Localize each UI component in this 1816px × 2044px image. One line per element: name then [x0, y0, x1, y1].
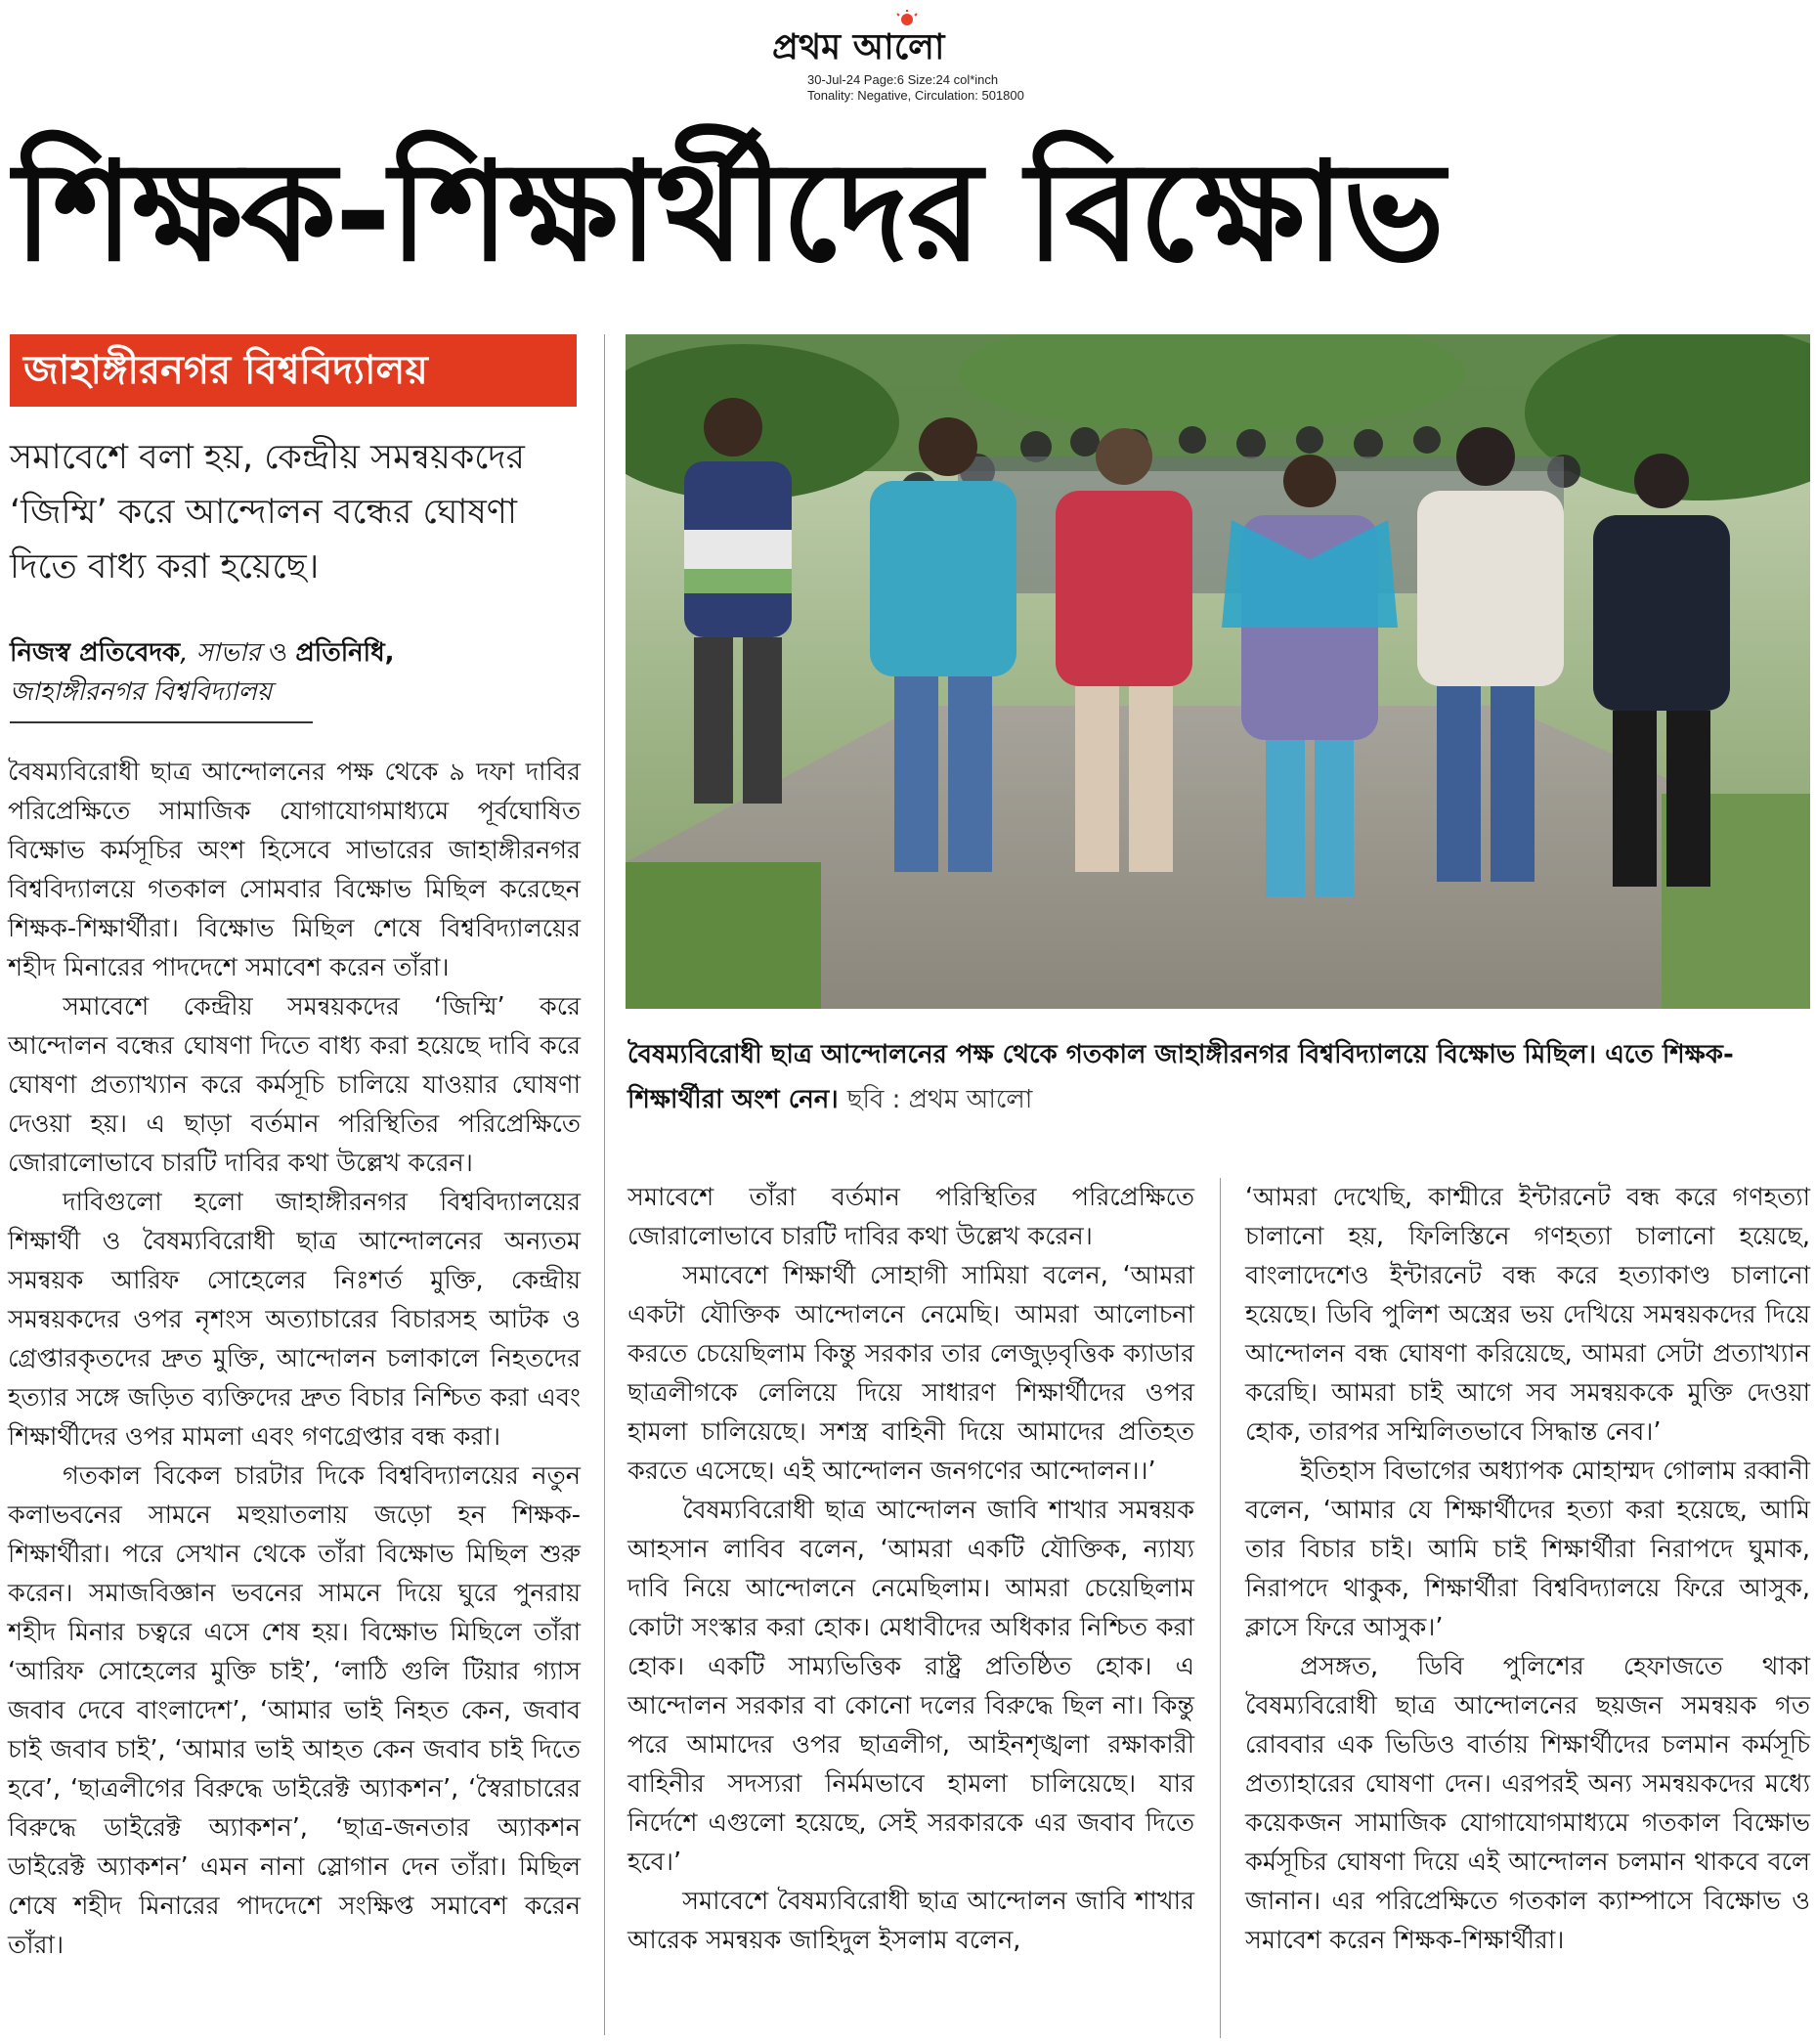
photo-credit: ছবি : প্রথম আলো: [846, 1085, 1033, 1114]
article-column-2: [627, 1178, 1194, 1960]
news-photo: [626, 334, 1810, 1009]
paragraph: সমাবেশে তাঁরা বর্তমান পরিস্থিতির পরিপ্রেক্ষিতে জোরালোভাবে চারটি দাবির কথা উল্লেখ করেন।: [627, 1183, 1194, 1251]
byline-location: , সাভার: [180, 638, 261, 668]
photo-caption: [627, 1032, 1810, 1122]
masthead-logo: [762, 10, 1056, 68]
headline: শিক্ষক-শিক্ষার্থীদের বিক্ষোভ: [14, 133, 1444, 292]
paragraph: বৈষম্যবিরোধী ছাত্র আন্দোলন জাবি শাখার সমন্বয়ক আহসান লাবিব বলেন, ‘আমরা একটি যৌক্তিক, ন্যায্য দাবি নিয়ে আন্দোলনে নেমেছিলাম। আমরা চেয়েছিলাম কোটা সংস্কার করা হোক। মেধাবীদের অধিকার নিশ্চিত করা হোক। একটি সাম্যভিত্তিক রাষ্ট্র প্রতিষ্ঠিত হোক। এ আন্দোলন সরকার বা কোনো দলের বিরুদ্ধে ছিল না। কিন্তু পরে আমাদের ওপর ছাত্রলীগ, আইনশৃঙ্খলা রক্ষাকারী বাহিনীর সদস্যরা নির্মমভাবে হামলা চালিয়েছে। যার নির্দেশে এগুলো হয়েছে, সেই সরকারকে এর জবাব দিতে হবে।’: [627, 1496, 1194, 1877]
kicker-label: জাহাঙ্গীরনগর বিশ্ববিদ্যালয়: [10, 334, 577, 407]
paragraph: সমাবেশে বৈষম্যবিরোধী ছাত্র আন্দোলন জাবি শাখার আরেক সমন্বয়ক জাহিদুল ইসলাম বলেন,: [627, 1887, 1194, 1955]
paragraph: ইতিহাস বিভাগের অধ্যাপক মোহাম্মদ গোলাম রব্বানী বলেন, ‘আমার যে শিক্ষার্থীদের হত্যা করা হয়েছে, আমি তার বিচার চাই। আমি চাই শিক্ষার্থীরা নিরাপদে ঘুমাক, নিরাপদে থাকুক, শিক্ষার্থীরা বিশ্ববিদ্যালয়ে ফিরে আসুক, ক্লাসে ফিরে আসুক।’: [1245, 1457, 1810, 1642]
byline-affiliation: জাহাঙ্গীরনগর বিশ্ববিদ্যালয়: [10, 677, 273, 707]
paragraph: দাবিগুলো হলো জাহাঙ্গীরনগর বিশ্ববিদ্যালয়ের শিক্ষার্থী ও বৈষম্যবিরোধী ছাত্র আন্দোলনের অন্যতম সমন্বয়ক আরিফ সোহেলের নিঃশর্ত মুক্তি, কেন্দ্রীয় সমন্বয়কদের ওপর নৃশংস অত্যাচারের বিচারসহ আটক ও গ্রেপ্তারকৃতদের দ্রুত মুক্তি, আন্দোলন চলাকালে নিহতদের হত্যার সঙ্গে জড়িত ব্যক্তিদের দ্রুত বিচার নিশ্চিত করা এবং শিক্ষার্থীদের ওপর মামলা এবং গণগ্রেপ্তার বন্ধ করা।: [8, 1188, 581, 1452]
clipping-meta: [807, 72, 1024, 104]
byline-correspondent: প্রতিনিধি,: [295, 638, 395, 668]
logo-sun-icon: [762, 10, 1056, 68]
paragraph: প্রসঙ্গত, ডিবি পুলিশের হেফাজতে থাকা বৈষম্যবিরোধী ছাত্র আন্দোলনের ছয়জন সমন্বয়ক গত রোববার এক ভিডিও বার্তায় শিক্ষার্থীদের চলমান কর্মসূচি প্রত্যাহারের ঘোষণা দেন। এরপরই অন্য সমন্বয়কদের মধ্যে কয়েকজন সামাজিক যোগাযোগমাধ্যমে গতকাল বিক্ষোভ কর্মসূচির ঘোষণা দিয়ে এই আন্দোলন চলমান থাকবে বলে জানান। এর পরিপ্রেক্ষিতে গতকাল ক্যাম্পাসে বিক্ষোভ ও সমাবেশ করেন শিক্ষক-শিক্ষার্থীরা।: [1245, 1652, 1810, 1955]
meta-line-2: Tonality: Negative, Circulation: 501800: [807, 88, 1024, 103]
article-column-1: [8, 753, 581, 1965]
deck: সমাবেশে বলা হয়, কেন্দ্রীয় সমন্বয়কদের ‘জিম্মি’ করে আন্দোলন বন্ধের ঘোষণা দিতে বাধ্য করা হয়েছে।: [10, 438, 525, 587]
logo-text: প্রথম আলো: [772, 27, 945, 67]
caption-text: বৈষম্যবিরোধী ছাত্র আন্দোলনের পক্ষ থেকে গতকাল জাহাঙ্গীরনগর বিশ্ববিদ্যালয়ে বিক্ষোভ মিছিল। এতে শিক্ষক-শিক্ষার্থীরা অংশ নেন।: [627, 1040, 1734, 1114]
byline-reporter: নিজস্ব প্রতিবেদক: [10, 638, 181, 668]
article-column-3: [1245, 1178, 1810, 1960]
byline: [10, 633, 577, 712]
meta-line-1: 30-Jul-24 Page:6 Size:24 col*inch: [807, 72, 999, 87]
paragraph: সমাবেশে কেন্দ্রীয় সমন্বয়কদের ‘জিম্মি’ করে আন্দোলন বন্ধের ঘোষণা দিতে বাধ্য করা হয়েছে দাবি করে ঘোষণা প্রত্যাখ্যান করে কর্মসূচি চালিয়ে যাওয়ার ঘোষণা দেওয়া হয়। এ ছাড়া বর্তমান পরিস্থিতির পরিপ্রেক্ষিতে জোরালোভাবে চারটি দাবির কথা উল্লেখ করেন।: [8, 992, 581, 1178]
column-divider: [1220, 1178, 1221, 2038]
column-divider: [604, 334, 605, 2035]
byline-conj: ও: [260, 638, 296, 668]
paragraph: ‘আমরা দেখেছি, কাশ্মীরে ইন্টারনেট বন্ধ করে গণহত্যা চালানো হয়, ফিলিস্তিনে গণহত্যা চালানো হয়েছে, বাংলাদেশেও ইন্টারনেট বন্ধ করে হত্যাকাণ্ড চালানো হয়েছে। ডিবি পুলিশ অস্ত্রের ভয় দেখিয়ে সমন্বয়কদের দিয়ে আন্দোলন বন্ধ ঘোষণা করিয়েছে, আমরা সেটা প্রত্যাখ্যান করেছি। আমরা চাই আগে সব সমন্বয়ককে মুক্তি দেওয়া হোক, তারপর সম্মিলিতভাবে সিদ্ধান্ত নেব।’: [1245, 1183, 1810, 1447]
paragraph: গতকাল বিকেল চারটার দিকে বিশ্ববিদ্যালয়ের নতুন কলাভবনের সামনে মহুয়াতলায় জড়ো হন শিক্ষক-শিক্ষার্থীরা। পরে সেখান থেকে তাঁরা বিক্ষোভ মিছিল শুরু করেন। সমাজবিজ্ঞান ভবনের সামনে দিয়ে ঘুরে পুনরায় শহীদ মিনার চত্বরে এসে শেষ হয়। বিক্ষোভ মিছিলে তাঁরা ‘আরিফ সোহেলের মুক্তি চাই’, ‘লাঠি গুলি টিয়ার গ্যাস জবাব দেবে বাংলাদেশ’, ‘আমার ভাই নিহত কেন, জবাব চাই জবাব চাই’, ‘আমার ভাই আহত কেন জবাব চাই দিতে হবে’, ‘ছাত্রলীগের বিরুদ্ধে ডাইরেক্ট অ্যাকশন’, ‘স্বৈরাচারের বিরুদ্ধে ডাইরেক্ট অ্যাকশন’, ‘ছাত্র-জনতার অ্যাকশন ডাইরেক্ট অ্যাকশন’ এমন নানা স্লোগান দেন তাঁরা। মিছিল শেষে শহীদ মিনারের পাদদেশে সংক্ষিপ্ত সমাবেশ করেন তাঁরা।: [8, 1461, 581, 1960]
paragraph: বৈষম্যবিরোধী ছাত্র আন্দোলনের পক্ষ থেকে ৯ দফা দাবির পরিপ্রেক্ষিতে সামাজিক যোগাযোগমাধ্যমে পূর্বঘোষিত বিক্ষোভ কর্মসূচির অংশ হিসেবে সাভারের জাহাঙ্গীরনগর বিশ্ববিদ্যালয়ে গতকাল সোমবার বিক্ষোভ মিছিল করেছেন শিক্ষক-শিক্ষার্থীরা। বিক্ষোভ মিছিল শেষে বিশ্ববিদ্যালয়ের শহীদ মিনারের পাদদেশে সমাবেশ করেন তাঁরা।: [8, 758, 581, 982]
paragraph: সমাবেশে শিক্ষার্থী সোহাগী সামিয়া বলেন, ‘আমরা একটা যৌক্তিক আন্দোলনে নেমেছি। আমরা আলোচনা করতে চেয়েছিলাম কিন্তু সরকার তার লেজুড়বৃত্তিক ক্যাডার ছাত্রলীগকে লেলিয়ে দিয়ে সাধারণ শিক্ষার্থীদের ওপর হামলা চালিয়েছে। সশস্ত্র বাহিনী দিয়ে আমাদের প্রতিহত করতে এসেছে। এই আন্দোলন জনগণের আন্দোলন।।’: [627, 1261, 1194, 1486]
byline-rule: [10, 721, 313, 723]
protest-march-photo: [626, 334, 1810, 1009]
